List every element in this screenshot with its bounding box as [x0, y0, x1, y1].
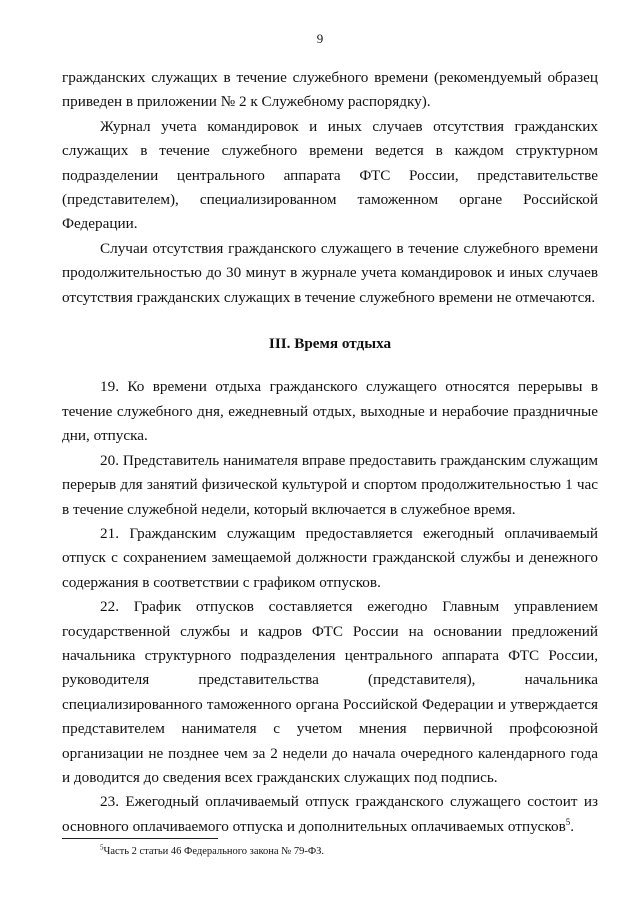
- paragraph-22: 22. График отпусков составляется ежегодно Главным управлением государственной службы и кадров ФТС России на основании предложений начальника структурного подразделения центрального аппарата ФТС России, руководителя представительства (представителя), начальника специализированного таможенного органа Российской Федерации и утверждается представителем нанимателя с учетом мнения первичной профсоюзной организации не позднее чем за 2 недели до начала очередного календарного года и доводится до сведения всех гражданских служащих под подпись.: [62, 598, 598, 786]
- paragraph-23: [62, 790, 598, 839]
- section-heading: III. Время отдыха: [268, 335, 392, 353]
- paragraph-19: 19. Ко времени отдыха гражданского служащего относятся перерывы в течение служебного дня, ежедневный отдых, выходные и нерабочие праздничные дни, отпуска.: [62, 378, 598, 445]
- footnote-reference: 5: [565, 816, 571, 827]
- paragraph-20: 20. Представитель нанимателя вправе предоставить гражданским служащим перерыв для занятий физической культурой и спортом продолжительностью 1 час в течение служебной недели, который включается в служебное время.: [62, 451, 598, 518]
- paragraph-23-end: .: [570, 817, 575, 835]
- footnote: [100, 845, 324, 859]
- footnote-divider: [62, 838, 218, 839]
- page-number: 9: [316, 31, 324, 46]
- footnote-marker: 5: [100, 843, 104, 852]
- paragraph-journal: Журнал учета командировок и иных случаев отсутствия гражданских служащих в течение служебного времени ведется в каждом структурном подразделении центрального аппарата ФТС России, представительстве (представителем), специализированном таможенном органе Российской Федерации.: [62, 117, 598, 233]
- document-body: [62, 66, 598, 839]
- paragraph-continuation: гражданских служащих в течение служебного времени (рекомендуемый образец приведен в приложении № 2 к Служебному распорядку).: [62, 69, 598, 111]
- paragraph-absence-cases: Случаи отсутствия гражданского служащего в течение служебного времени продолжительностью до 30 минут в журнале учета командировок и иных случаев отсутствия гражданских служащих в течение служебного времени не отмечаются.: [62, 239, 598, 306]
- paragraph-23-text: 23. Ежегодный оплачиваемый отпуск гражданского служащего состоит из основного оплачиваемого отпуска и дополнительных оплачиваемых отпусков: [62, 793, 598, 835]
- footnote-text: Часть 2 статьи 46 Федерального закона № 79-ФЗ.: [103, 846, 325, 857]
- paragraph-21: 21. Гражданским служащим предоставляется ежегодный оплачиваемый отпуск с сохранением замещаемой должности гражданской службы и денежного содержания в соответствии с графиком отпусков.: [62, 524, 598, 591]
